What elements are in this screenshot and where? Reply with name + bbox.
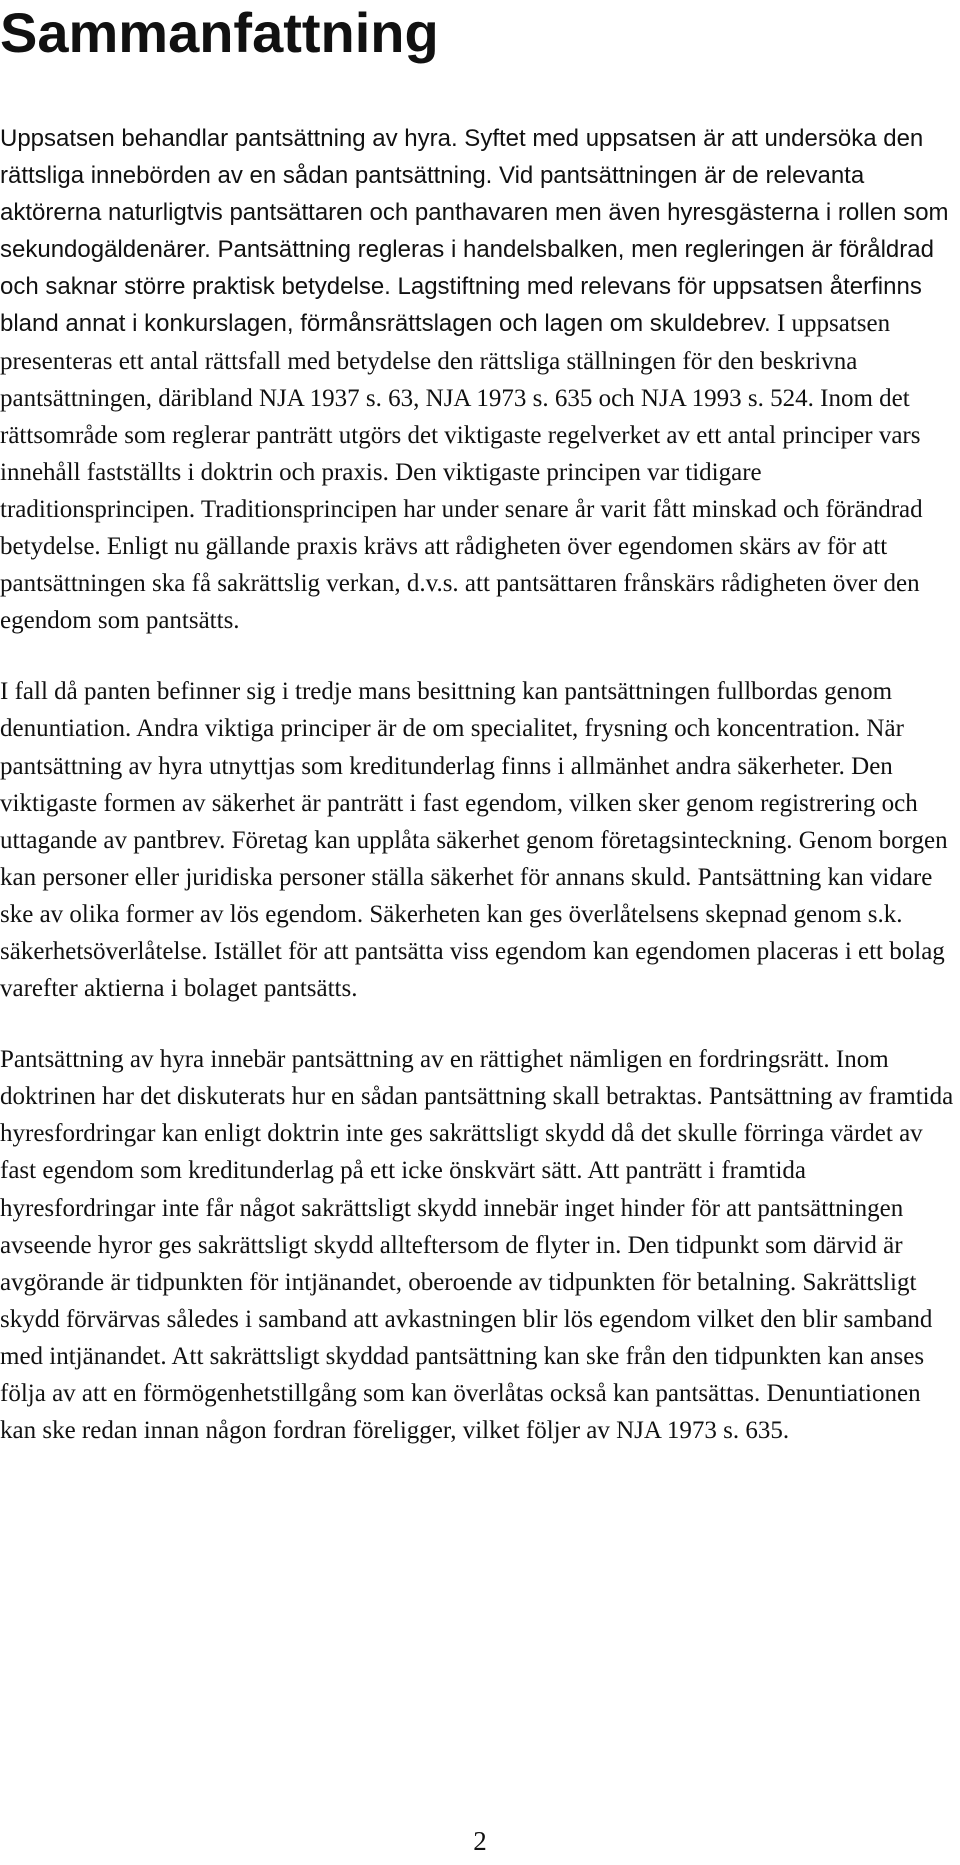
document-body bbox=[0, 120, 955, 1483]
paragraph-2 bbox=[0, 673, 955, 1007]
paragraph-1-text-serif: I uppsatsen presenteras ett antal rättsfall med betydelse den rättsliga ställningen för den beskrivna pantsättningen, däribland NJA 1937 s. 63, NJA 1973 s. 635 och NJA 1993 s. 524. Inom det rättsområde som reglerar panträtt utgörs det viktigaste regelverket av ett antal principer vars innehåll fastställts i doktrin och praxis. Den viktigaste principen var tidigare traditionsprincipen. Traditionsprincipen har under senare år varit fått minskad och förändrad betydelse. Enligt nu gällande praxis krävs att rådigheten över egendomen skärs av för att pantsättningen ska få sakrättslig verkan, d.v.s. att pantsättaren frånskärs rådigheten över den egendom som pantsätts. bbox=[0, 310, 923, 635]
page-number: 2 bbox=[473, 1826, 487, 1856]
paragraph-3 bbox=[0, 1041, 955, 1449]
page-title: Sammanfattning bbox=[0, 1, 439, 64]
paragraph-1-text-sans: Uppsatsen behandlar pantsättning av hyra. Syftet med uppsatsen är att undersöka den rättsliga innebörden av en sådan pantsättning. Vid pantsättningen är de relevanta aktörerna naturligtvis pantsättaren och panthavaren men även hyresgästerna i rollen som sekundogäldenärer. Pantsättning regleras i handelsbalken, men regleringen är föråldrad och saknar större praktisk betydelse. Lagstiftning med relevans för uppsatsen återfinns bland annat i konkurslagen, förmånsrättslagen och lagen om skuldebrev. bbox=[0, 125, 949, 338]
paragraph-3-text: Pantsättning av hyra innebär pantsättning av en rättighet nämligen en fordringsrätt. Inom doktrinen har det diskuterats hur en sådan pantsättning skall betraktas. Pantsättning av framtida hyresfordringar kan enligt doktrin inte ges sakrättsligt skydd då det skulle förringa värdet av fast egendom som kreditunderlag på ett icke önskvärt sätt. Att panträtt i framtida hyresfordringar inte får något sakrättsligt skydd innebär inget hinder för att pantsättningen avseende hyror ges sakrättsligt skydd allteftersom de flyter in. Den tidpunkt som därvid är avgörande är tidpunkten för intjänandet, oberoende av tidpunkten för betalning. Sakrättsligt skydd förvärvas således i samband att avkastningen blir lös egendom vilket den blir samband med intjänandet. Att sakrättsligt skyddad pantsättning kan ske från den tidpunkten kan anses följa av att en förmögenhetstillgång som kan överlåtas också kan pantsättas. Denuntiationen kan ske redan innan någon fordran föreligger, vilket följer av NJA 1973 s. 635. bbox=[0, 1046, 954, 1445]
paragraph-2-text: I fall då panten befinner sig i tredje mans besittning kan pantsättningen fullbordas genom denuntiation. Andra viktiga principer är de om specialitet, frysning och koncentration. När pantsättning av hyra utnyttjas som kreditunderlag finns i allmänhet andra säkerheter. Den viktigaste formen av säkerhet är panträtt i fast egendom, vilken sker genom registrering och uttagande av pantbrev. Företag kan upplåta säkerhet genom företagsinteckning. Genom borgen kan personer eller juridiska personer ställa säkerhet för annans skuld. Pantsättning kan vidare ske av olika former av lös egendom. Säkerheten kan ges överlåtelsens skepnad genom s.k. säkerhetsöverlåtelse. Istället för att pantsätta viss egendom kan egendomen placeras i ett bolag varefter aktierna i bolaget pantsätts. bbox=[0, 678, 948, 1003]
paragraph-1 bbox=[0, 120, 955, 639]
